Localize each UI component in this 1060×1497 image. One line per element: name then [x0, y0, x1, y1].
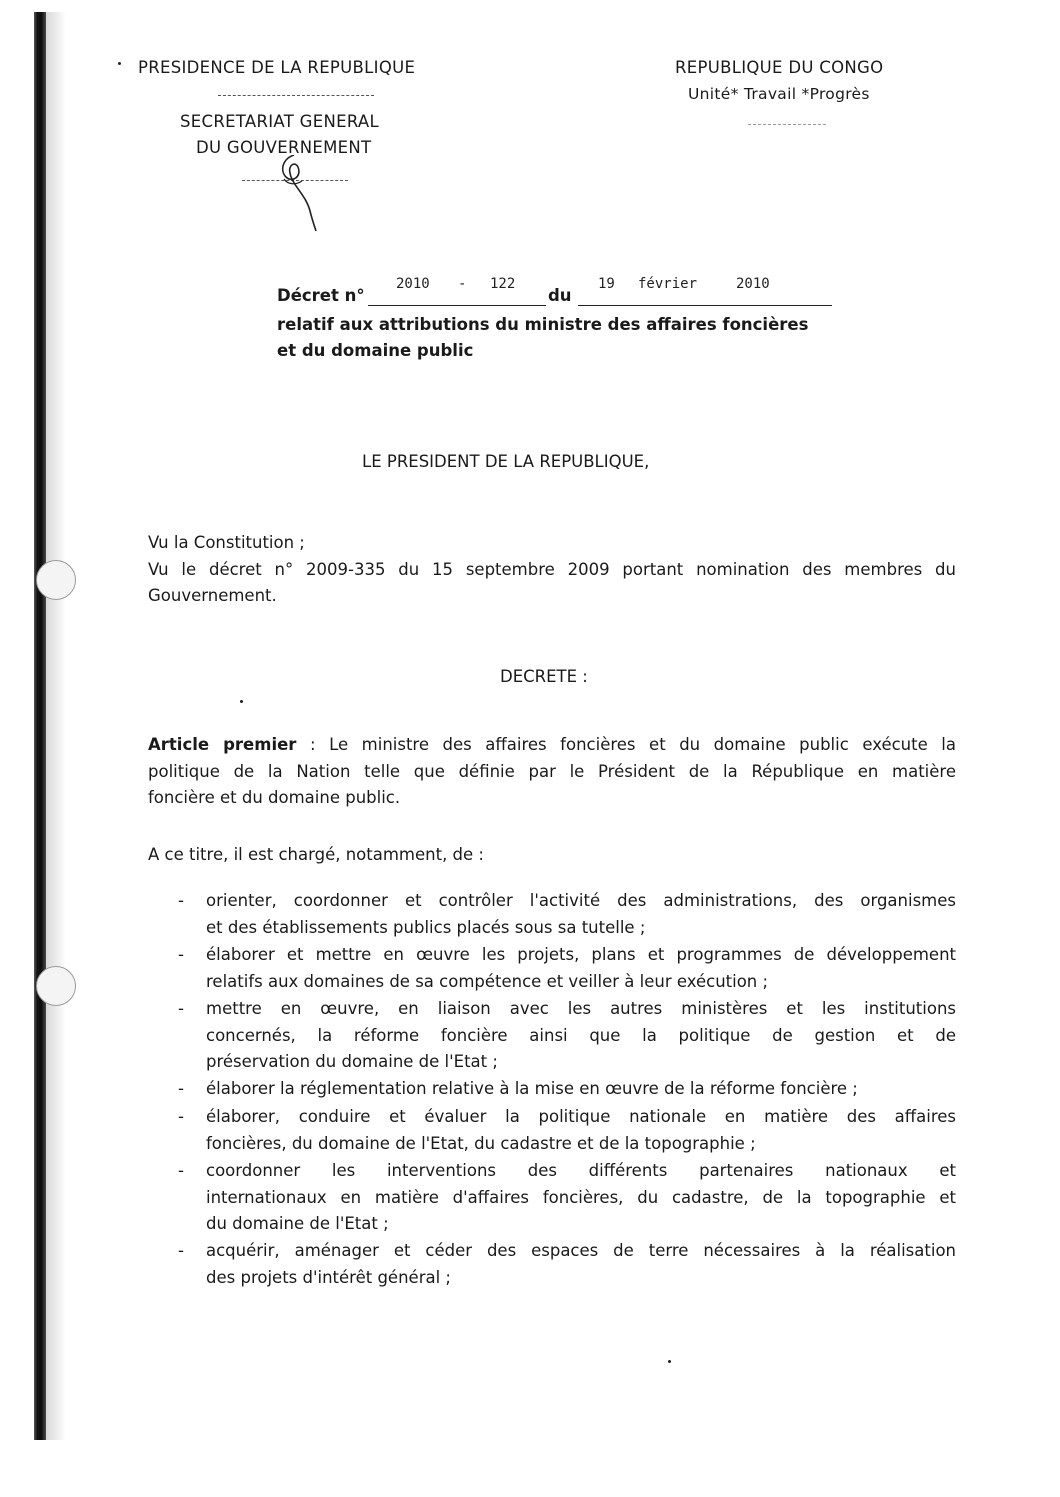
duty-line: relatifs aux domaines de sa compétence et veiller à leur exécution ;	[206, 971, 769, 991]
decree-date-month: février	[638, 276, 698, 292]
header-divider	[218, 95, 374, 96]
duty-item	[150, 1158, 956, 1238]
duty-line: orienter, coordonner et contrôler l'activité des administrations, des organismes	[206, 891, 956, 910]
punch-hole-top	[36, 560, 76, 600]
duty-line: coordonner les interventions des différents partenaires nationaux et	[206, 1161, 956, 1180]
bullet-dash: -	[178, 1079, 184, 1098]
duty-text	[206, 1104, 956, 1157]
duty-line: du domaine de l'Etat ;	[206, 1214, 389, 1233]
duty-line: élaborer, conduire et évaluer la politique nationale en matière des affaires	[206, 1107, 956, 1126]
bullet-dash: -	[178, 891, 184, 910]
duty-item	[150, 942, 956, 995]
duty-line: concernés, la réforme foncière ainsi que la politique de gestion et de	[206, 1025, 956, 1045]
duty-line: élaborer la réglementation relative à la mise en œuvre de la réforme foncière ;	[206, 1079, 858, 1098]
handwritten-initial-icon	[262, 155, 332, 235]
duty-line: foncières, du domaine de l'Etat, du cadastre et de la topographie ;	[206, 1133, 756, 1153]
duty-line: mettre en œuvre, en liaison avec les autres ministères et les institutions	[206, 999, 956, 1018]
header-motto: Unité* Travail *Progrès	[688, 85, 870, 103]
decree-date-underline	[578, 305, 832, 306]
visa-constitution: Vu la Constitution ;	[148, 533, 305, 552]
binding-strip	[34, 12, 46, 1440]
article1-line3: foncière et du domaine public.	[148, 788, 401, 807]
duty-text	[206, 1076, 956, 1103]
header-gouvernement: DU GOUVERNEMENT	[196, 138, 372, 157]
duty-line: préservation du domaine de l'Etat ;	[206, 1052, 498, 1071]
header-secretariat: SECRETARIAT GENERAL	[180, 112, 380, 131]
decree-date-year: 2010	[736, 276, 770, 292]
decree-title-line2: et du domaine public	[277, 341, 474, 360]
bullet-dash: -	[178, 1161, 184, 1180]
president-heading: LE PRESIDENT DE LA REPUBLIQUE,	[362, 452, 650, 471]
article1-label: Article premier	[148, 735, 297, 754]
decree-title-line1: relatif aux attributions du ministre des affaires foncières	[277, 315, 809, 334]
duty-item	[150, 1076, 956, 1103]
visas-section	[148, 530, 956, 610]
article1-line1	[148, 732, 956, 759]
bullet-dash: -	[178, 945, 184, 964]
duty-text	[206, 1238, 956, 1291]
decree-number: 122	[490, 276, 516, 292]
punch-hole-bottom	[36, 966, 76, 1006]
duty-text	[206, 888, 956, 941]
bullet-dash: -	[178, 1241, 184, 1260]
duty-line: acquérir, aménager et céder des espaces de terre nécessaires à la réalisation	[206, 1241, 956, 1260]
binding-shadow	[46, 12, 66, 1440]
duty-line: élaborer et mettre en œuvre les projets, plans et programmes de développement	[206, 945, 956, 964]
bullet-dash: -	[178, 1107, 184, 1126]
header-divider	[748, 124, 826, 125]
duty-text	[206, 996, 956, 1076]
scan-speck	[240, 700, 243, 703]
bullet-dash: -	[178, 999, 184, 1018]
duties-intro: A ce titre, il est chargé, notamment, de :	[148, 845, 484, 864]
decree-date-day: 19	[598, 276, 615, 292]
scan-speck	[668, 1360, 671, 1363]
duty-line: et des établissements publics placés sous sa tutelle ;	[206, 917, 646, 937]
decree-label: Décret n°	[277, 286, 365, 305]
visa-decree-line1: Vu le décret n° 2009-335 du 15 septembre 2009 portant nomination des membres du	[148, 559, 956, 579]
duty-text	[206, 1158, 956, 1238]
duty-line: internationaux en matière d'affaires foncières, du cadastre, de la topographie et	[206, 1187, 956, 1207]
decree-number-separator: -	[458, 276, 467, 292]
scan-speck	[118, 62, 121, 65]
article-premier	[148, 732, 956, 812]
duty-item	[150, 996, 956, 1076]
decrete-heading: DECRETE :	[500, 667, 588, 686]
visa-decree-line2: Gouvernement.	[148, 586, 277, 605]
decree-number-year: 2010	[396, 276, 430, 292]
article1-line1-text: : Le ministre des affaires foncières et du domaine public exécute la	[296, 735, 956, 754]
duty-line: des projets d'intérêt général ;	[206, 1267, 451, 1287]
duty-item	[150, 1104, 956, 1157]
duty-text	[206, 942, 956, 995]
header-presidence: PRESIDENCE DE LA REPUBLIQUE	[138, 58, 416, 77]
decree-du-label: du	[548, 286, 572, 305]
header-republique: REPUBLIQUE DU CONGO	[675, 58, 884, 77]
article1-line2: politique de la Nation telle que définie par le Président de la République en matière	[148, 761, 956, 781]
decree-number-underline	[368, 305, 546, 306]
duty-item	[150, 888, 956, 941]
duty-item	[150, 1238, 956, 1291]
